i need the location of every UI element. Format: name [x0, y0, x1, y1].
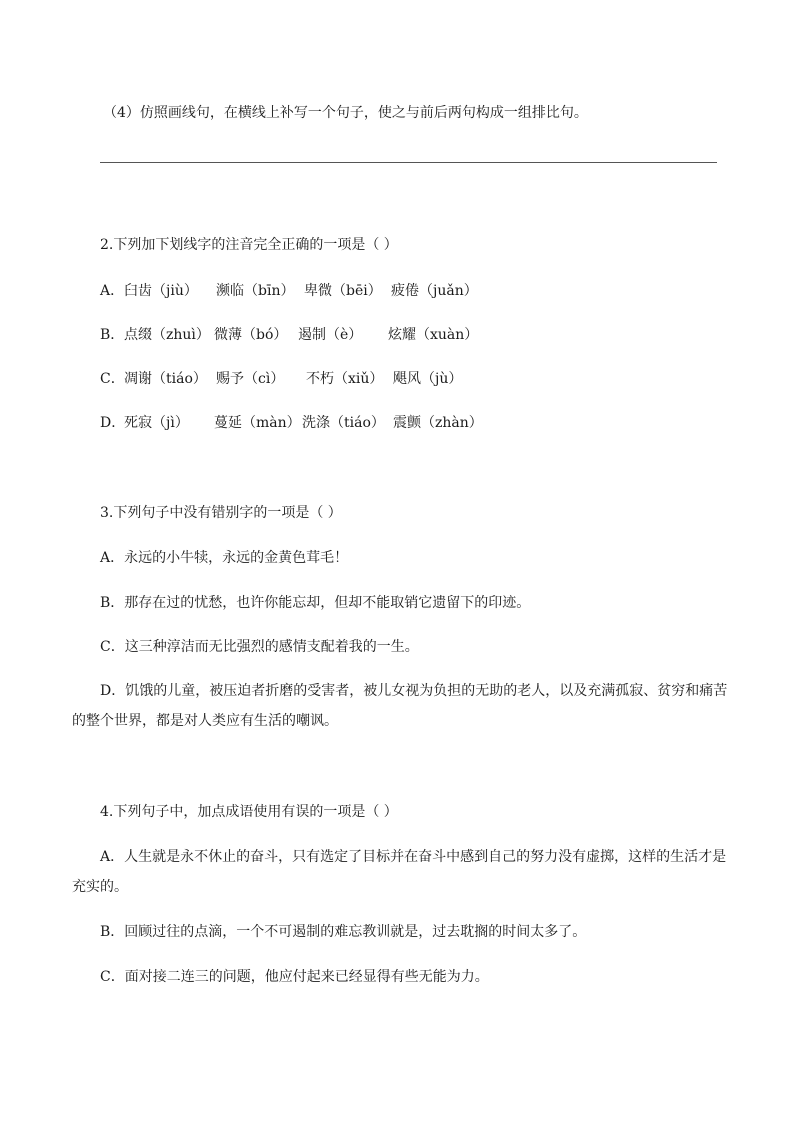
q4-option-b: B．回顾过往的点滴，一个不可遏制的难忘教训就是，过去耽搁的时间太多了。 — [100, 924, 587, 940]
q2-option-item: 炫耀（xuàn） — [388, 327, 479, 343]
q3-option-d: D．饥饿的儿童，被压迫者折磨的受害者，被儿女视为负担的无助的老人，以及充满孤寂、贫穷和痛苦的整个世界，都是对人类应有生活的嘲讽。 — [72, 683, 728, 729]
q3-stem: 3.下列句子中没有错别字的一项是（ ） — [100, 505, 342, 521]
q2-option-item: 赐予（cì） — [216, 371, 285, 387]
q1-sub4-prompt: （4）仿照画线句，在横线上补写一个句子，使之与前后两句构成一组排比句。 — [103, 105, 588, 121]
q4-option-c: C．面对接二连三的问题，他应付起来已经显得有些无能为力。 — [100, 969, 489, 985]
q2-option-label: C． — [100, 371, 125, 387]
q2-option-item: 濒临（bīn） — [216, 283, 295, 299]
q2-option-item: 不朽（xiǔ） — [306, 371, 384, 387]
q3-option-b: B．那存在过的忧愁，也许你能忘却，但却不能取销它遗留下的印迹。 — [100, 595, 531, 611]
q2-option-label: A． — [100, 283, 125, 299]
q2-option-item: 飓风（jù） — [393, 371, 463, 387]
q2-option-item: 卑微（bēi） — [304, 283, 382, 299]
q3-option-a: A．永远的小牛犊，永远的金黄色茸毛！ — [100, 550, 349, 566]
q4-option-a: A．人生就是永不休止的奋斗，只有选定了目标并在奋斗中感到自己的努力没有虚掷，这样的生活才是充实的。 — [72, 849, 727, 895]
q2-option-item: 疲倦（juǎn） — [391, 283, 478, 299]
q2-option-label: D． — [100, 415, 126, 431]
q2-option-item: 洗涤（tiáo） — [302, 415, 385, 431]
q2-option-item: 震颤（zhàn） — [393, 415, 483, 431]
q2-option-item: 微薄（bó） — [214, 327, 288, 343]
q2-option-item: 遏制（è） — [298, 327, 363, 343]
q2-option-item: 臼齿（jiù） — [124, 283, 198, 299]
q2-stem: 2.下列加下划线字的注音完全正确的一项是（ ） — [100, 237, 398, 253]
q2-option-item: 死寂（jì） — [124, 415, 189, 431]
answer-blank-line[interactable] — [100, 162, 717, 163]
q3-option-c: C．这三种淳洁而无比强烈的感情支配着我的一生。 — [100, 639, 419, 655]
q2-option-item: 点缀（zhuì） — [124, 327, 210, 343]
q2-option-item: 蔓延（màn） — [214, 415, 301, 431]
q2-option-item: 凋谢（tiáo） — [124, 371, 207, 387]
q4-stem: 4.下列句子中，加点成语使用有误的一项是（ ） — [100, 804, 398, 820]
q2-option-label: B． — [100, 327, 125, 343]
